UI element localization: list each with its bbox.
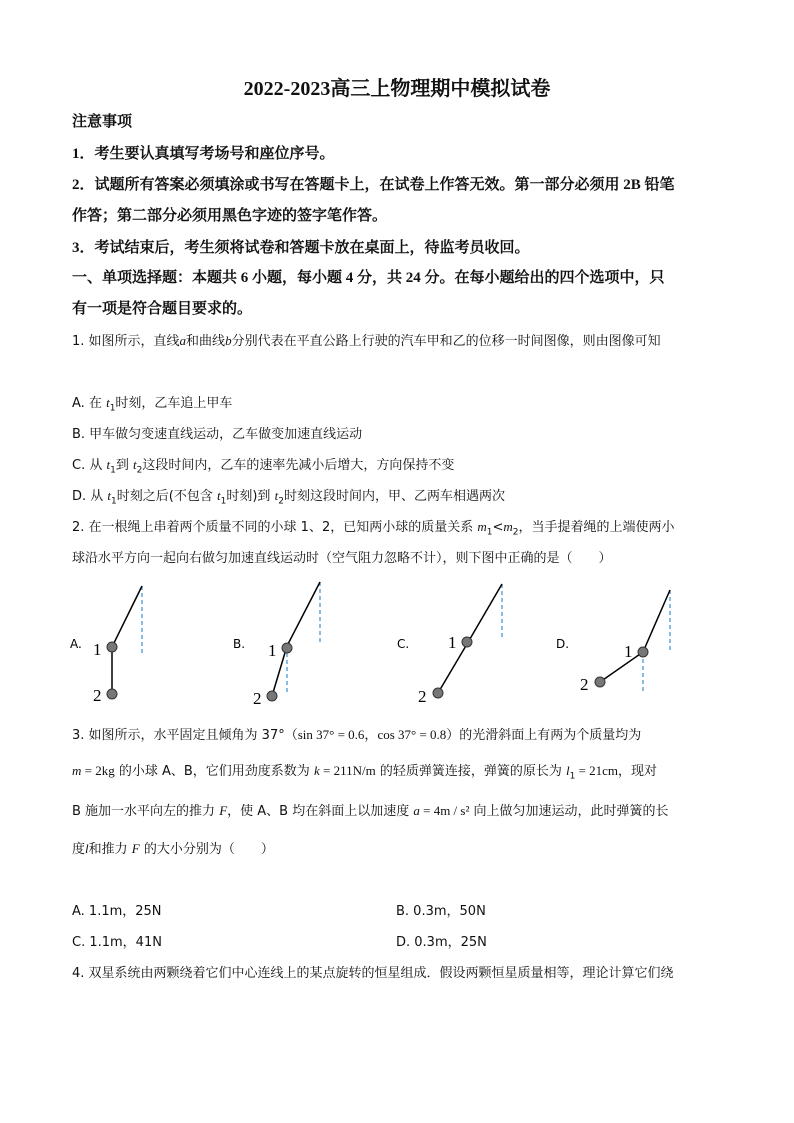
figure-label-d: D.: [556, 637, 570, 651]
question-2-stem-cont: 球沿水平方向一起向右做匀加速直线运动时（空气阻力忽略不计），则下图中正确的是（ ）: [72, 551, 612, 566]
question-3-option-b: B. 0.3m，50N: [396, 904, 486, 919]
question-2-stem: 2. 在一根绳上串着两个质量不同的小球 1、2，已知两小球的质量关系 $m_1<m_2$，当手提着绳的上端使两小: [72, 519, 675, 538]
question-3-option-d: D. 0.3m，25N: [396, 935, 487, 950]
ball-2-label: 2: [580, 675, 589, 694]
notice-item-2-cont: 作答；第二部分必须用黑色字迹的签字笔作答。: [72, 208, 388, 224]
string-upper: [287, 582, 320, 646]
ball-1-label: 1: [268, 641, 277, 660]
ball-1-label: 1: [624, 642, 633, 661]
notice-heading: 注意事项: [72, 114, 133, 130]
figure-label-b: B.: [233, 637, 246, 651]
question-3-stem: 3. 如图所示，水平固定且倾角为 37°（sin 37° = 0.6，cos 37° = 0.8）的光滑斜面上有两为个质量均为: [72, 727, 642, 743]
question-3-option-a: A. 1.1m，25N: [72, 904, 162, 919]
ball-2-label: 2: [418, 687, 427, 706]
question-1-option-b: B. 甲车做匀变速直线运动，乙车做变加速直线运动: [72, 427, 363, 442]
section1-heading: 一、单项选择题：本题共 6 小题，每小题 4 分，共 24 分。在每小题给出的四个选项中，只: [72, 270, 665, 286]
question-3-option-c: C. 1.1m，41N: [72, 935, 162, 950]
ball-1-label: 1: [448, 633, 457, 652]
ball-1: [282, 643, 292, 653]
figure-label-a: A.: [70, 637, 82, 651]
figure-option-b: [233, 582, 320, 708]
question-3-stem-line3: B 施加一水平向左的推力 F，使 A、B 均在斜面上以加速度 a = 4m / s² 向上做匀加速运动，此时弹簧的长: [72, 803, 669, 819]
string-upper: [467, 584, 502, 644]
string-upper: [643, 590, 670, 652]
question-1-option-c: C. 从 $t_1$到 $t_2$这段时间内，乙车的速率先减小后增大，方向保持不变: [72, 457, 455, 476]
figure-option-d: [556, 590, 670, 694]
ball-1-label: 1: [93, 640, 102, 659]
figure-option-c: [397, 584, 502, 706]
question-3-stem-line2: m = 2kg 的小球 A、B，它们用劲度系数为 k = 211N/m 的轻质弹簧连接，弹簧的原长为 $l_1 = 21cm$，现对: [72, 763, 658, 782]
notice-item-2: 2．试题所有答案必须填涂或书写在答题卡上，在试卷上作答无效。第一部分必须用 2B 铅笔: [72, 177, 675, 193]
string-upper: [112, 586, 142, 647]
question-3-stem-line4: 度l和推力 F 的大小分别为（ ）: [72, 841, 274, 857]
figure-label-c: C.: [397, 637, 410, 651]
question-1-stem: 1. 如图所示，直线a和曲线b分别代表在平直公路上行驶的汽车甲和乙的位移一时间图像，则由图像可知: [72, 333, 661, 349]
question-1-option-d: D. 从 $t_1$时刻之后(不包含 $t_1$时刻)到 $t_2$时刻这段时间内，甲、乙两车相遇两次: [72, 488, 505, 507]
ball-2: [107, 689, 117, 699]
ball-1: [638, 647, 648, 657]
ball-2-label: 2: [93, 686, 102, 705]
notice-item-1: 1．考生要认真填写考场号和座位序号。: [72, 146, 335, 162]
page-title: 2022-2023高三上物理期中模拟试卷: [243, 78, 551, 100]
ball-1: [107, 642, 117, 652]
string-lower: [600, 652, 643, 682]
figure-option-a: [70, 586, 142, 705]
question-4-stem: 4. 双星系统由两颗绕着它们中心连线上的某点旋转的恒星组成．假设两颗恒星质量相等，理论计算它们绕: [72, 966, 674, 981]
question-2-figure: [60, 580, 740, 710]
section1-heading-cont: 有一项是符合题目要求的。: [72, 301, 253, 317]
ball-1: [462, 637, 472, 647]
ball-2: [433, 688, 443, 698]
ball-2: [595, 677, 605, 687]
question-1-option-a: A. 在 $t_1$时刻，乙车追上甲车: [72, 395, 233, 414]
ball-2-label: 2: [253, 689, 262, 708]
ball-2: [267, 691, 277, 701]
notice-item-3: 3．考试结束后，考生须将试卷和答题卡放在桌面上，待监考员收回。: [72, 240, 530, 256]
